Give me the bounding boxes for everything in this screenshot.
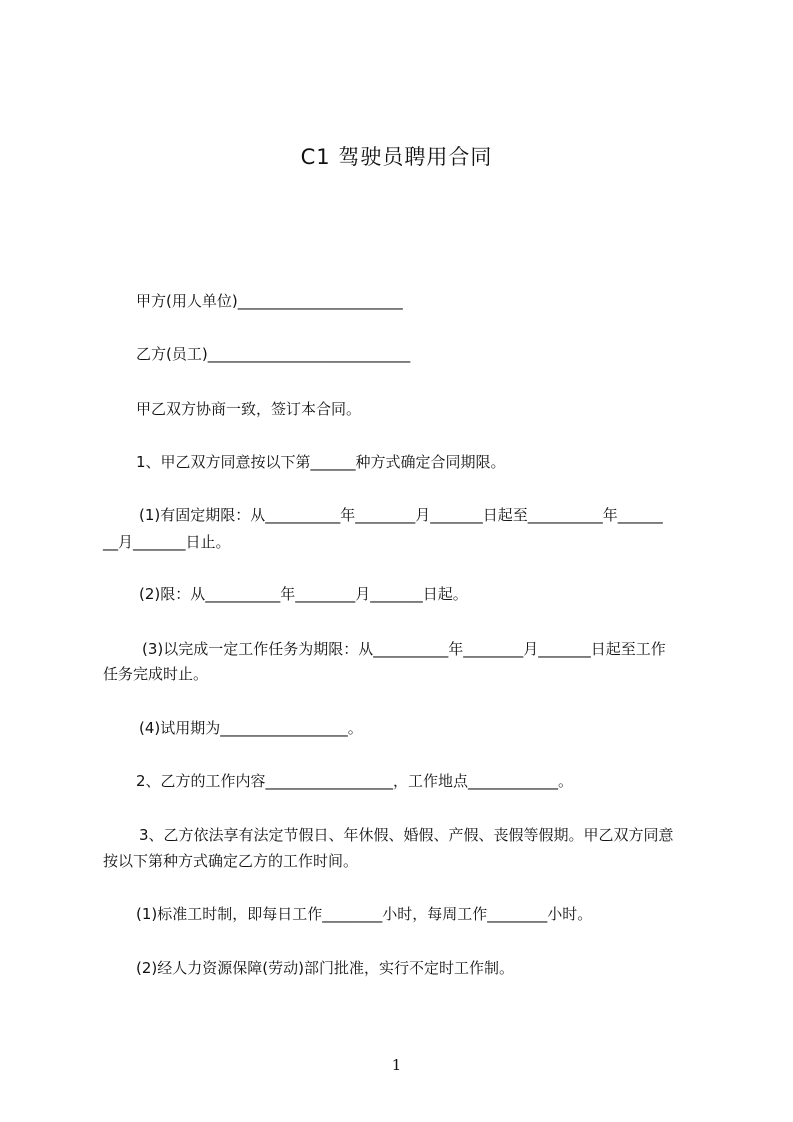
clause-3-item-2: (2)经人力资源保障(劳动)部门批准，实行不定时工作制。: [136, 959, 514, 977]
party-b-line: 乙方(员工)___________________________: [136, 345, 411, 363]
clause-2: 2、乙方的工作内容_________________，工作地点____________。: [136, 772, 574, 790]
clause-3-cont: 按以下第种方式确定乙方的工作时间。: [103, 852, 359, 870]
clause-1: 1、甲乙双方同意按以下第______种方式确定合同期限。: [136, 453, 506, 471]
clause-1-item-1: (1)有固定期限：从__________年________月_______日起至__________年______: [139, 506, 663, 524]
clause-1-item-3-cont: 任务完成时止。: [103, 665, 209, 683]
clause-3: 3、乙方依法享有法定节假日、年休假、婚假、产假、丧假等假期。甲乙双方同意: [139, 826, 674, 844]
page-title: C1 驾驶员聘用合同: [300, 145, 493, 169]
clause-1-item-2: (2)限：从__________年________月_______日起。: [139, 585, 468, 603]
party-a-line: 甲方(用人单位)______________________: [136, 292, 403, 310]
clause-1-item-3: (3)以完成一定工作任务为期限：从__________年________月_______日起至工作: [142, 640, 666, 658]
page-number: 1: [391, 1056, 402, 1074]
agreement-intro: 甲乙双方协商一致，签订本合同。: [136, 400, 362, 418]
clause-1-item-1-cont: __月_______日止。: [103, 533, 231, 551]
clause-1-item-4: (4)试用期为_________________。: [139, 719, 363, 737]
clause-3-item-1: (1)标准工时制，即每日工作________小时，每周工作________小时。: [136, 905, 593, 923]
